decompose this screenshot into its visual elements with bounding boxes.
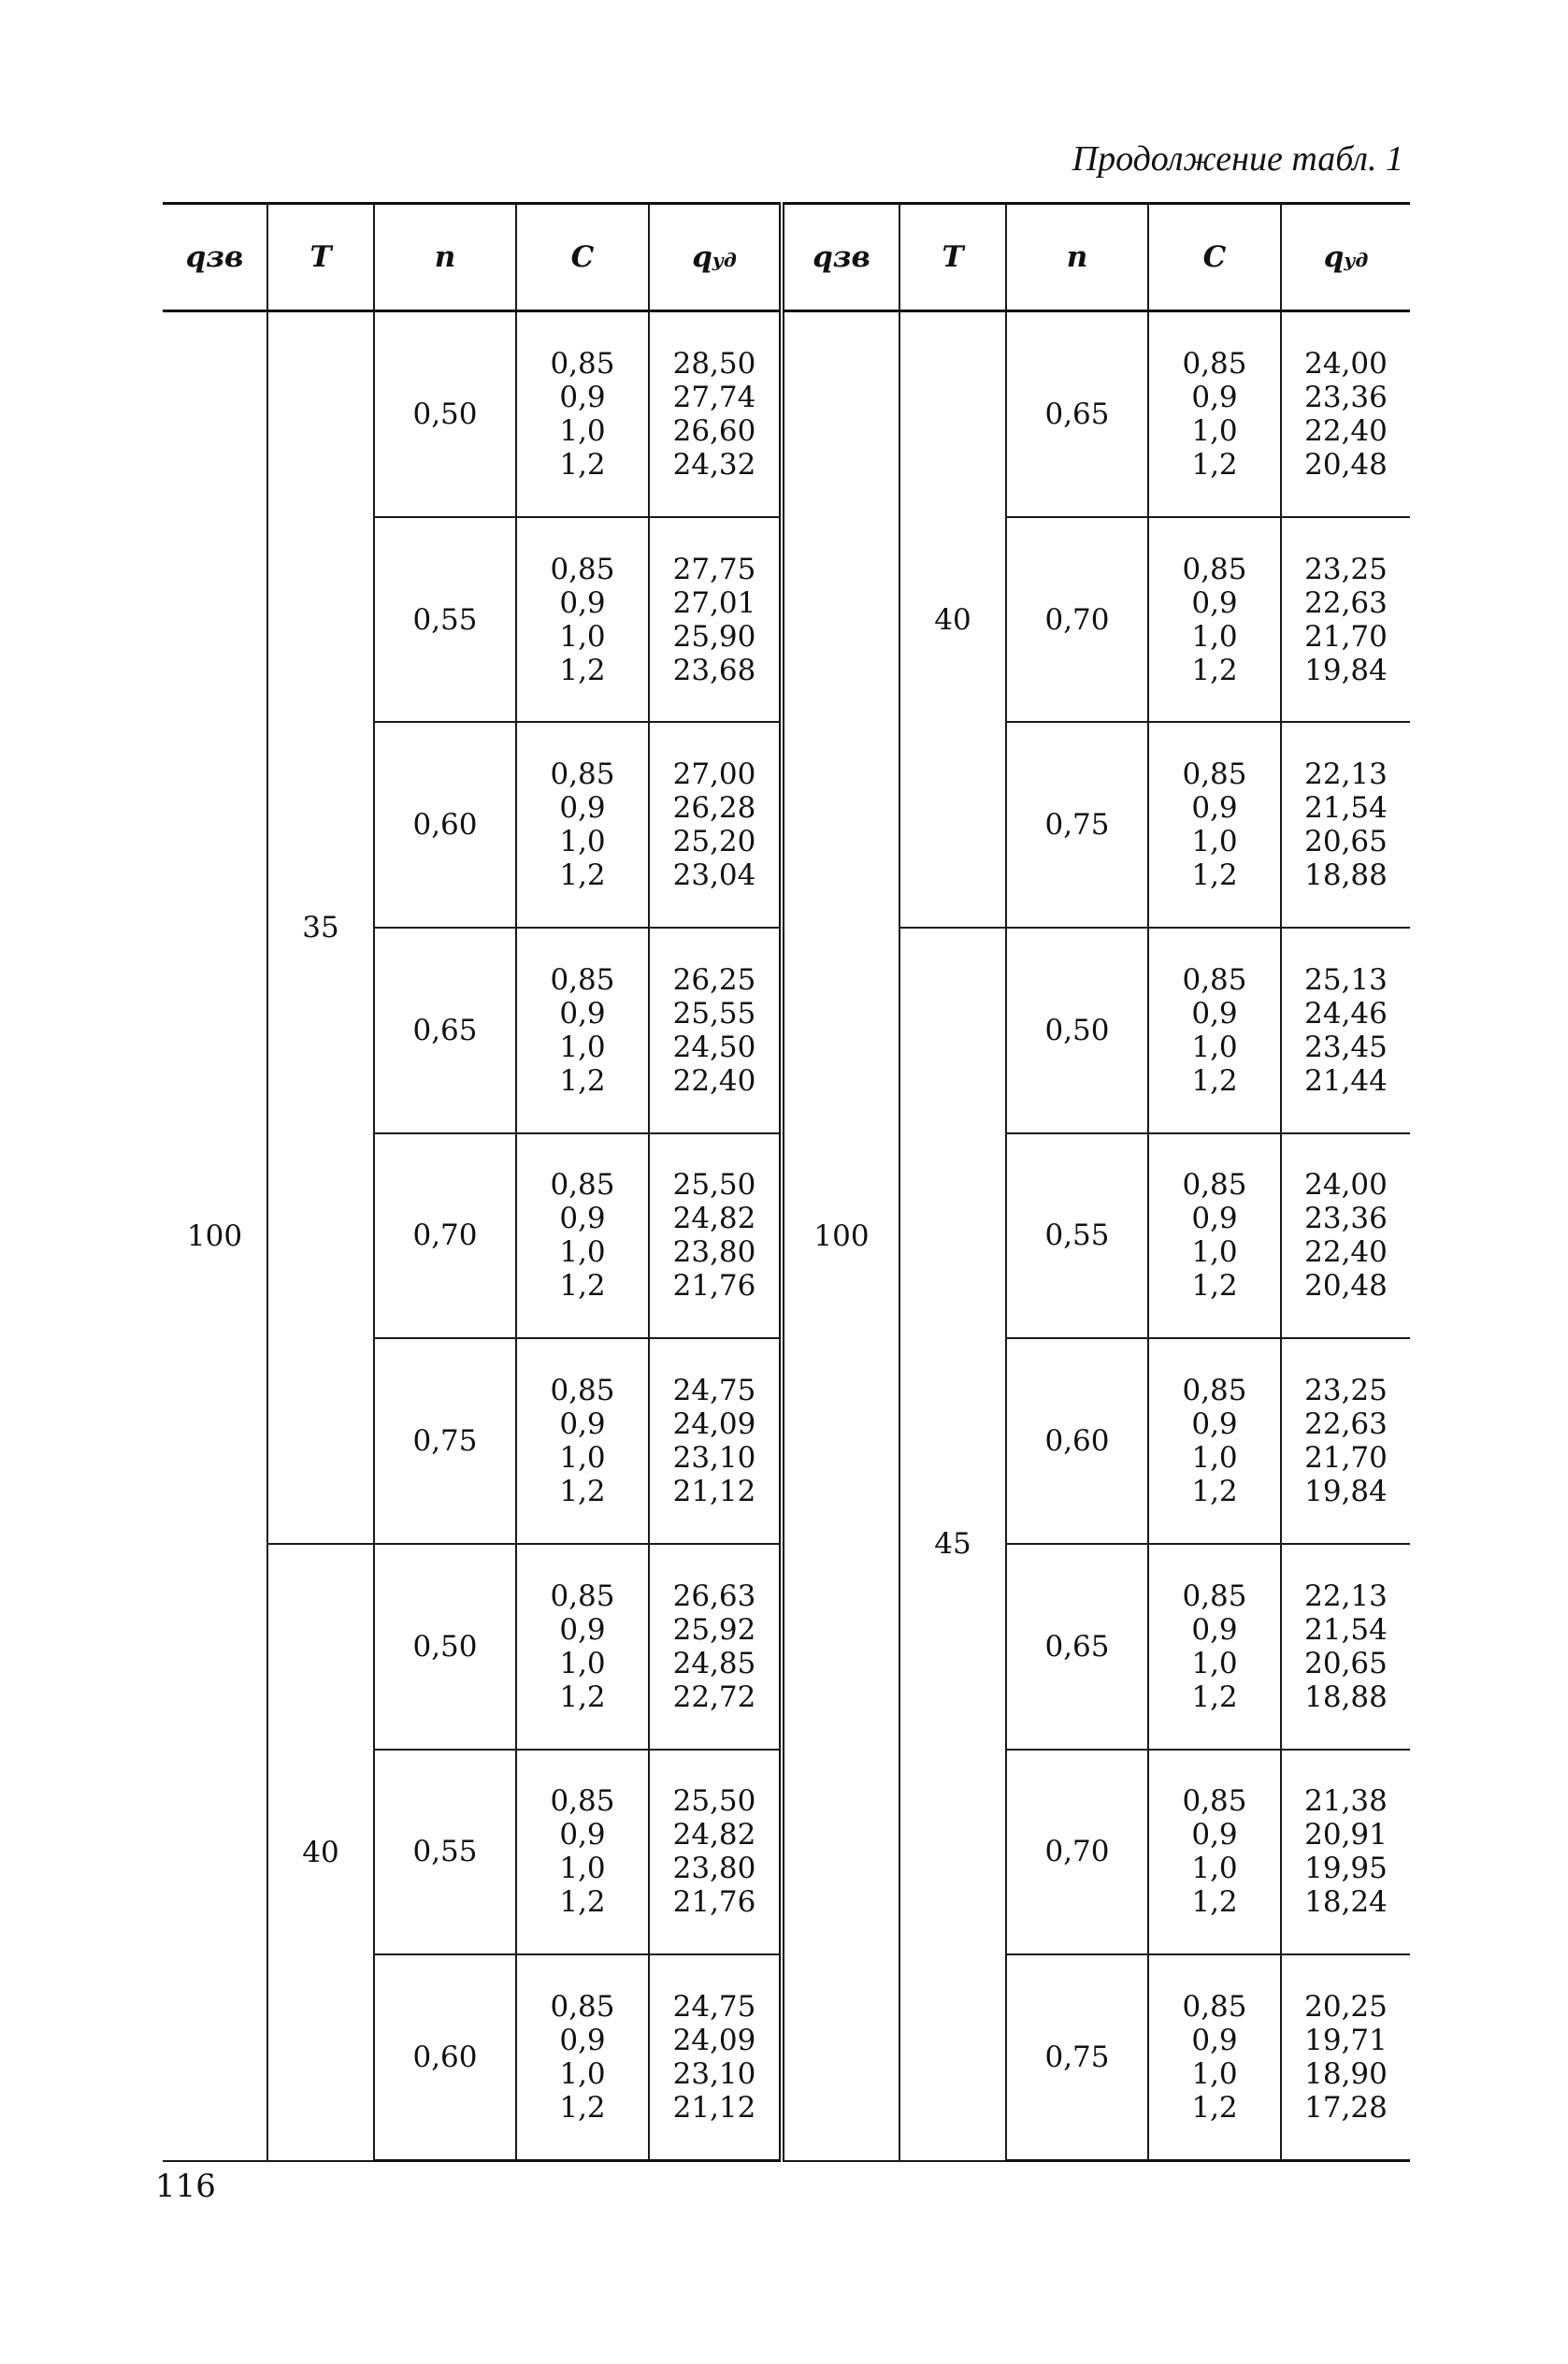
q-ud-value: 24,09 <box>672 2024 756 2058</box>
c-value: 1,2 <box>1191 1885 1238 1920</box>
left-c-cell <box>516 1133 649 1339</box>
left-t-cell: 35 <box>267 311 374 1544</box>
q-ud-value: 21,54 <box>1304 1612 1388 1647</box>
q-ud-value: 23,68 <box>672 653 756 687</box>
c-value: 0,85 <box>1182 962 1247 997</box>
header-q-ud-base-right: q <box>1323 240 1345 274</box>
c-value-list <box>517 757 648 892</box>
c-value: 1,0 <box>559 1235 606 1270</box>
c-value: 1,0 <box>559 825 606 859</box>
right-t-cell: 45 <box>899 928 1006 2160</box>
right-n-cell: 0,75 <box>1006 1954 1148 2160</box>
c-value-list <box>1149 1579 1280 1714</box>
right-n-cell: 0,55 <box>1006 1133 1148 1339</box>
q-ud-value-list <box>650 1374 779 1508</box>
c-value: 0,9 <box>1191 1612 1238 1647</box>
q-ud-value: 22,63 <box>1304 1407 1388 1442</box>
q-ud-value: 23,80 <box>672 1235 756 1270</box>
header-q-ud-sub-right: уд <box>1344 249 1369 271</box>
q-ud-value: 24,46 <box>1304 996 1388 1031</box>
c-value: 0,9 <box>1191 1818 1238 1852</box>
c-value: 0,85 <box>550 346 615 381</box>
q-ud-value-list <box>1282 757 1410 892</box>
c-value-list <box>517 1374 648 1508</box>
right-c-cell <box>1148 928 1281 1133</box>
c-value: 1,2 <box>559 1475 606 1509</box>
c-value-list <box>517 1579 648 1714</box>
q-ud-value-list <box>650 1784 779 1919</box>
q-ud-value: 19,95 <box>1304 1852 1388 1886</box>
q-ud-value: 19,71 <box>1304 2024 1388 2058</box>
q-ud-value: 23,80 <box>672 1852 756 1886</box>
q-ud-value: 25,90 <box>672 619 756 654</box>
page-number: 116 <box>155 2168 216 2205</box>
c-value: 1,2 <box>559 1885 606 1920</box>
left-q-ud-cell <box>649 311 782 517</box>
c-value-list <box>517 1990 648 2125</box>
q-ud-value-list <box>650 963 779 1098</box>
q-ud-value: 17,28 <box>1304 2091 1388 2126</box>
left-c-cell <box>516 928 649 1133</box>
c-value: 1,2 <box>559 447 606 482</box>
c-value: 0,85 <box>1182 1990 1247 2025</box>
q-ud-value: 23,45 <box>1304 1030 1388 1064</box>
right-n-cell: 0,65 <box>1006 1544 1148 1750</box>
c-value: 1,2 <box>559 1269 606 1304</box>
c-value: 0,9 <box>559 2024 606 2058</box>
c-value: 0,9 <box>559 1407 606 1442</box>
data-table <box>163 202 1410 2162</box>
c-value-list <box>1149 553 1280 687</box>
c-value-list <box>1149 1784 1280 1919</box>
c-value: 1,2 <box>1191 858 1238 893</box>
c-value: 1,0 <box>1191 1646 1238 1680</box>
data-table-container <box>163 202 1410 2162</box>
q-ud-value: 19,84 <box>1304 1475 1388 1509</box>
q-ud-value-list <box>650 757 779 892</box>
c-value: 0,85 <box>550 1784 615 1819</box>
left-q-ud-cell <box>649 1750 782 1955</box>
right-q-ud-cell <box>1281 311 1410 517</box>
c-value: 0,85 <box>1182 346 1247 381</box>
left-n-cell: 0,50 <box>374 1544 516 1750</box>
c-value: 0,9 <box>559 380 606 414</box>
q-ud-value: 24,09 <box>672 1407 756 1442</box>
c-value: 0,9 <box>559 791 606 826</box>
c-value: 0,9 <box>559 1612 606 1647</box>
table-body <box>163 311 1410 2161</box>
c-value: 1,0 <box>559 1030 606 1064</box>
c-value-list <box>1149 1168 1280 1303</box>
left-q-ud-cell <box>649 722 782 928</box>
q-ud-value: 23,10 <box>672 2057 756 2092</box>
c-value-list <box>1149 963 1280 1098</box>
c-value-list <box>1149 1990 1280 2125</box>
c-value: 1,2 <box>559 858 606 893</box>
c-value-list <box>1149 347 1280 482</box>
q-ud-value-list <box>1282 1168 1410 1303</box>
left-n-cell: 0,60 <box>374 1954 516 2160</box>
c-value-list <box>517 1784 648 1919</box>
c-value: 1,0 <box>1191 1852 1238 1886</box>
left-q-ud-cell <box>649 517 782 723</box>
q-ud-value-list <box>1282 1784 1410 1919</box>
c-value: 0,85 <box>1182 1168 1247 1203</box>
q-ud-value: 21,12 <box>672 1475 756 1509</box>
c-value: 1,0 <box>1191 1441 1238 1476</box>
q-ud-value: 20,65 <box>1304 825 1388 859</box>
left-n-cell: 0,75 <box>374 1338 516 1544</box>
c-value: 1,0 <box>559 2057 606 2092</box>
left-q-ud-cell <box>649 1954 782 2160</box>
q-ud-value: 24,32 <box>672 447 756 482</box>
q-ud-value: 20,48 <box>1304 447 1388 482</box>
left-n-cell: 0,50 <box>374 311 516 517</box>
q-ud-value: 23,36 <box>1304 1202 1388 1236</box>
c-value: 1,2 <box>1191 1269 1238 1304</box>
left-c-cell <box>516 1544 649 1750</box>
c-value: 1,0 <box>1191 825 1238 859</box>
c-value: 1,0 <box>1191 1030 1238 1064</box>
c-value: 0,9 <box>1191 996 1238 1031</box>
c-value: 0,9 <box>559 996 606 1031</box>
header-q-ud <box>649 204 782 311</box>
right-q-ud-cell <box>1281 722 1410 928</box>
q-ud-value-list <box>1282 553 1410 687</box>
right-n-cell: 0,60 <box>1006 1338 1148 1544</box>
c-value: 1,0 <box>1191 413 1238 448</box>
c-value: 1,0 <box>559 413 606 448</box>
q-ud-value: 25,92 <box>672 1612 756 1647</box>
q-ud-value: 23,04 <box>672 858 756 893</box>
c-value: 1,0 <box>559 1852 606 1886</box>
q-ud-value: 20,25 <box>1304 1990 1388 2025</box>
c-value: 0,85 <box>1182 1784 1247 1819</box>
q-ud-value: 22,40 <box>1304 413 1388 448</box>
right-c-cell <box>1148 1954 1281 2160</box>
q-ud-value: 23,25 <box>1304 552 1388 586</box>
c-value: 1,2 <box>1191 653 1238 687</box>
left-q-ud-cell <box>649 1133 782 1339</box>
q-ud-value: 23,36 <box>1304 380 1388 414</box>
left-qzv-cell: 100 <box>163 311 267 2161</box>
c-value: 0,9 <box>1191 1202 1238 1236</box>
right-c-cell <box>1148 1750 1281 1955</box>
q-ud-value: 25,50 <box>672 1784 756 1819</box>
right-n-cell: 0,70 <box>1006 1750 1148 1955</box>
right-c-cell <box>1148 1544 1281 1750</box>
c-value-list <box>1149 1374 1280 1508</box>
left-c-cell <box>516 517 649 723</box>
right-c-cell <box>1148 1133 1281 1339</box>
header-q-zv-right: qзв <box>782 204 899 311</box>
left-q-ud-cell <box>649 1544 782 1750</box>
q-ud-value: 23,25 <box>1304 1374 1388 1408</box>
c-value: 0,85 <box>1182 1374 1247 1408</box>
right-t-cell: 40 <box>899 311 1006 929</box>
q-ud-value-list <box>650 347 779 482</box>
header-c: C <box>516 204 649 311</box>
right-c-cell <box>1148 517 1281 723</box>
right-qzv-cell: 100 <box>782 311 899 2161</box>
left-n-cell: 0,70 <box>374 1133 516 1339</box>
left-n-cell: 0,65 <box>374 928 516 1133</box>
header-q-ud-right <box>1281 204 1410 311</box>
right-q-ud-cell <box>1281 517 1410 723</box>
c-value: 0,85 <box>1182 552 1247 586</box>
c-value: 0,85 <box>550 552 615 586</box>
q-ud-value: 22,13 <box>1304 757 1388 792</box>
c-value: 1,2 <box>1191 1475 1238 1509</box>
right-q-ud-cell <box>1281 1338 1410 1544</box>
q-ud-value: 22,72 <box>672 1679 756 1714</box>
q-ud-value: 25,50 <box>672 1168 756 1203</box>
q-ud-value-list <box>650 1168 779 1303</box>
q-ud-value: 24,85 <box>672 1646 756 1680</box>
right-q-ud-cell <box>1281 1954 1410 2160</box>
q-ud-value-list <box>1282 1374 1410 1508</box>
left-t-cell: 40 <box>267 1544 374 2161</box>
left-c-cell <box>516 722 649 928</box>
c-value: 0,9 <box>559 1202 606 1236</box>
q-ud-value-list <box>650 1990 779 2125</box>
left-q-ud-cell <box>649 928 782 1133</box>
header-q-ud-sub: уд <box>712 249 737 271</box>
q-ud-value: 21,12 <box>672 2091 756 2126</box>
q-ud-value: 27,75 <box>672 552 756 586</box>
q-ud-value: 22,63 <box>1304 585 1388 620</box>
c-value: 0,9 <box>1191 585 1238 620</box>
right-n-cell: 0,75 <box>1006 722 1148 928</box>
q-ud-value: 22,40 <box>1304 1235 1388 1270</box>
header-t: T <box>267 204 374 311</box>
c-value: 0,9 <box>1191 791 1238 826</box>
q-ud-value: 18,88 <box>1304 1679 1388 1714</box>
q-ud-value: 21,70 <box>1304 619 1388 654</box>
q-ud-value: 27,74 <box>672 380 756 414</box>
right-c-cell <box>1148 722 1281 928</box>
q-ud-value: 26,28 <box>672 791 756 826</box>
header-row <box>163 204 1410 311</box>
q-ud-value: 21,54 <box>1304 791 1388 826</box>
right-c-cell <box>1148 1338 1281 1544</box>
q-ud-value-list <box>1282 1579 1410 1714</box>
q-ud-value: 25,20 <box>672 825 756 859</box>
q-ud-value-list <box>650 1579 779 1714</box>
q-ud-value: 24,00 <box>1304 346 1388 381</box>
right-n-cell: 0,50 <box>1006 928 1148 1133</box>
q-ud-value: 18,90 <box>1304 2057 1388 2092</box>
header-t-right: T <box>899 204 1006 311</box>
q-ud-value-list <box>1282 963 1410 1098</box>
c-value: 0,9 <box>559 585 606 620</box>
right-q-ud-cell <box>1281 1750 1410 1955</box>
left-c-cell <box>516 1750 649 1955</box>
table-row <box>163 311 1410 517</box>
c-value: 1,2 <box>1191 1679 1238 1714</box>
left-c-cell <box>516 1338 649 1544</box>
q-ud-value: 21,70 <box>1304 1441 1388 1476</box>
c-value: 1,0 <box>1191 2057 1238 2092</box>
header-q-ud-base: q <box>692 240 712 274</box>
q-ud-value: 20,65 <box>1304 1646 1388 1680</box>
c-value: 1,0 <box>559 1441 606 1476</box>
q-ud-value: 24,00 <box>1304 1168 1388 1203</box>
c-value: 0,85 <box>550 1990 615 2025</box>
c-value: 0,9 <box>1191 380 1238 414</box>
q-ud-value-list <box>1282 347 1410 482</box>
q-ud-value: 20,91 <box>1304 1818 1388 1852</box>
c-value: 0,85 <box>550 1168 615 1203</box>
q-ud-value: 24,75 <box>672 1374 756 1408</box>
c-value: 0,85 <box>1182 757 1247 792</box>
q-ud-value: 27,00 <box>672 757 756 792</box>
right-n-cell: 0,65 <box>1006 311 1148 517</box>
c-value: 1,0 <box>559 1646 606 1680</box>
q-ud-value: 25,55 <box>672 996 756 1031</box>
right-n-cell: 0,70 <box>1006 517 1148 723</box>
c-value-list <box>517 1168 648 1303</box>
q-ud-value-list <box>650 553 779 687</box>
c-value-list <box>517 553 648 687</box>
c-value: 1,2 <box>559 1679 606 1714</box>
q-ud-value: 23,10 <box>672 1441 756 1476</box>
left-c-cell <box>516 1954 649 2160</box>
header-n-right: n <box>1006 204 1148 311</box>
c-value: 1,0 <box>1191 1235 1238 1270</box>
c-value-list <box>517 347 648 482</box>
q-ud-value: 22,40 <box>672 1063 756 1098</box>
q-ud-value: 26,60 <box>672 413 756 448</box>
c-value: 0,85 <box>550 1374 615 1408</box>
q-ud-value: 24,50 <box>672 1030 756 1064</box>
right-q-ud-cell <box>1281 1544 1410 1750</box>
c-value: 1,2 <box>559 653 606 687</box>
q-ud-value: 24,82 <box>672 1202 756 1236</box>
c-value: 1,2 <box>559 1063 606 1098</box>
c-value: 0,9 <box>1191 1407 1238 1442</box>
q-ud-value-list <box>1282 1990 1410 2125</box>
q-ud-value: 25,13 <box>1304 962 1388 997</box>
q-ud-value: 20,48 <box>1304 1269 1388 1304</box>
table-caption: Продолжение табл. 1 <box>1072 139 1403 179</box>
left-n-cell: 0,55 <box>374 1750 516 1955</box>
q-ud-value: 28,50 <box>672 346 756 381</box>
c-value: 1,2 <box>1191 2091 1238 2126</box>
left-c-cell <box>516 311 649 517</box>
q-ud-value: 22,13 <box>1304 1578 1388 1613</box>
c-value: 1,2 <box>559 2091 606 2126</box>
c-value: 0,85 <box>550 962 615 997</box>
q-ud-value: 21,38 <box>1304 1784 1388 1819</box>
c-value: 0,85 <box>550 1578 615 1613</box>
q-ud-value: 19,84 <box>1304 653 1388 687</box>
c-value-list <box>1149 757 1280 892</box>
q-ud-value: 21,76 <box>672 1885 756 1920</box>
q-ud-value: 21,76 <box>672 1269 756 1304</box>
left-q-ud-cell <box>649 1338 782 1544</box>
c-value: 0,9 <box>1191 2024 1238 2058</box>
left-n-cell: 0,60 <box>374 722 516 928</box>
q-ud-value: 24,82 <box>672 1818 756 1852</box>
q-ud-value: 18,88 <box>1304 858 1388 893</box>
header-c-right: C <box>1148 204 1281 311</box>
left-n-cell: 0,55 <box>374 517 516 723</box>
q-ud-value: 18,24 <box>1304 1885 1388 1920</box>
c-value: 1,0 <box>1191 619 1238 654</box>
c-value-list <box>517 963 648 1098</box>
q-ud-value: 24,75 <box>672 1990 756 2025</box>
q-ud-value: 21,44 <box>1304 1063 1388 1098</box>
header-q-zv: qзв <box>163 204 267 311</box>
q-ud-value: 26,63 <box>672 1578 756 1613</box>
c-value: 0,85 <box>550 757 615 792</box>
c-value: 1,2 <box>1191 1063 1238 1098</box>
q-ud-value: 27,01 <box>672 585 756 620</box>
c-value: 1,0 <box>559 619 606 654</box>
c-value: 0,9 <box>559 1818 606 1852</box>
c-value: 0,85 <box>1182 1578 1247 1613</box>
right-q-ud-cell <box>1281 1133 1410 1339</box>
q-ud-value: 26,25 <box>672 962 756 997</box>
right-q-ud-cell <box>1281 928 1410 1133</box>
header-n: n <box>374 204 516 311</box>
c-value: 1,2 <box>1191 447 1238 482</box>
right-c-cell <box>1148 311 1281 517</box>
